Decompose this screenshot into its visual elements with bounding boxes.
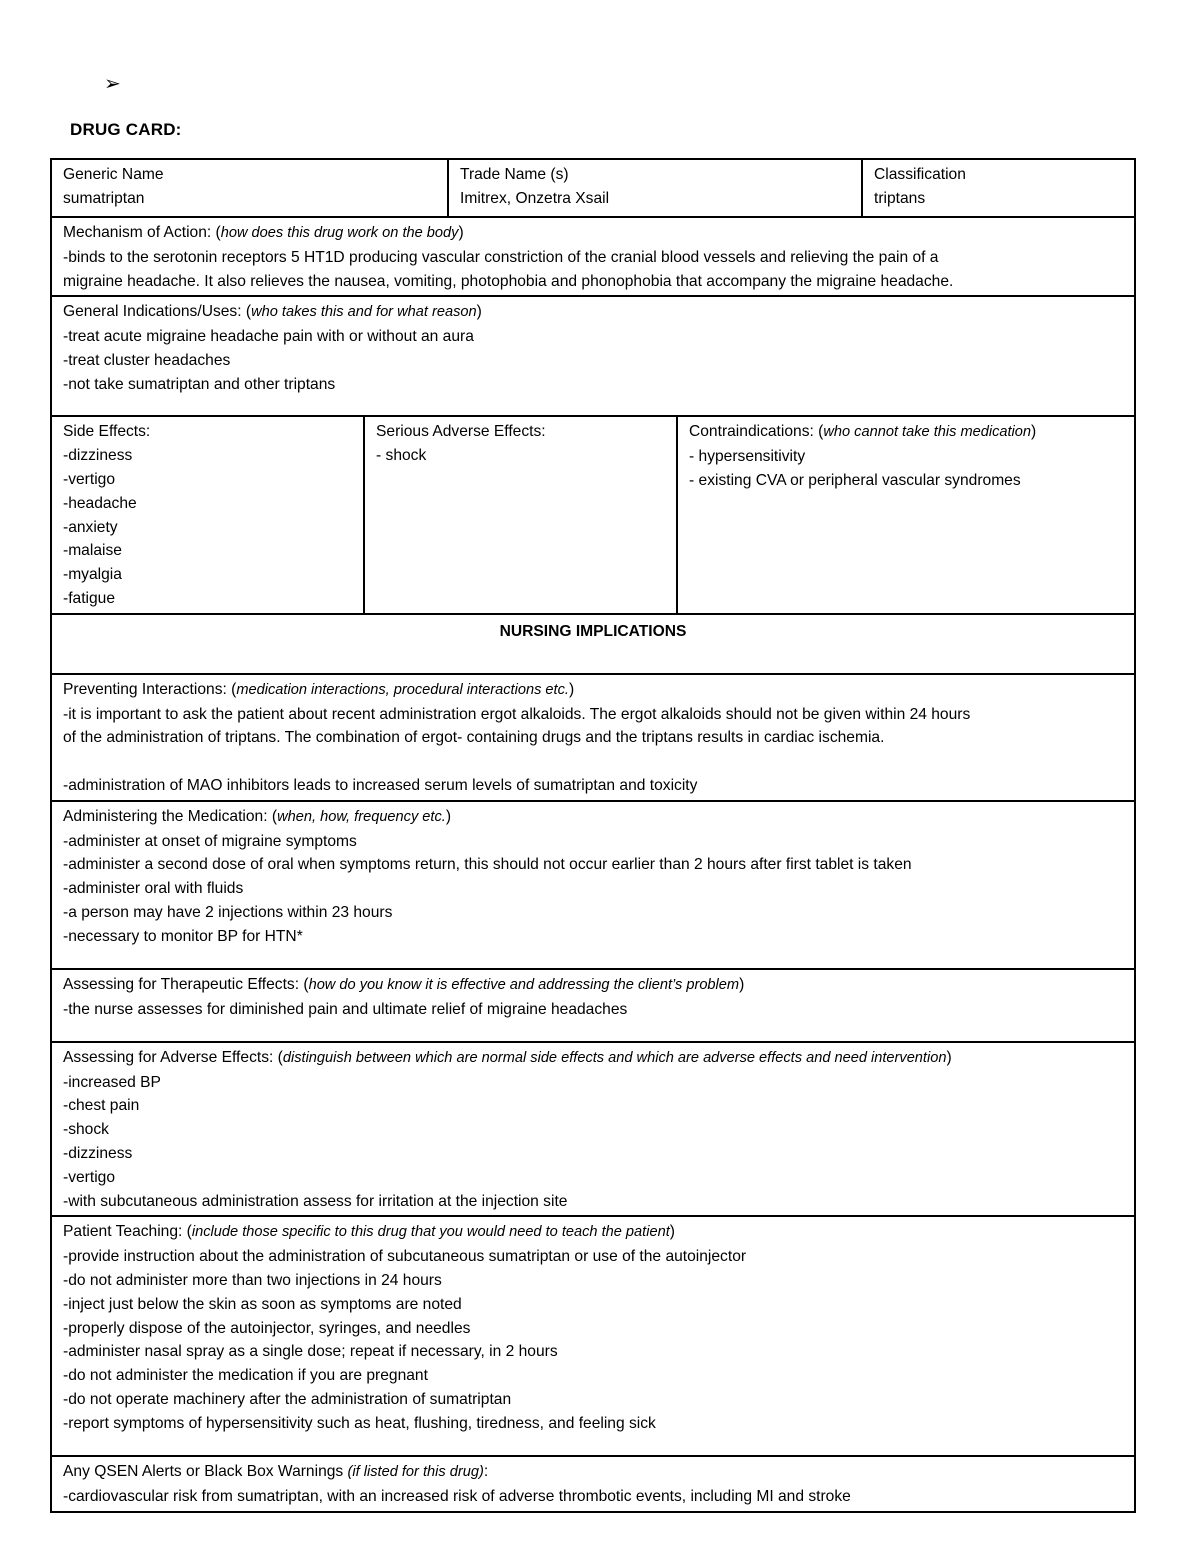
adverse-effects-hint: distinguish between which are normal side effects and which are adverse effects and need intervention bbox=[282, 1049, 947, 1066]
classification-label: Classification bbox=[874, 166, 966, 183]
side-effect-item: -fatigue bbox=[63, 589, 116, 607]
patient-teaching-line: -provide instruction about the administration of subcutaneous sumatriptan or use of the autoinjector bbox=[63, 1248, 747, 1266]
contraindications-heading bbox=[689, 420, 1123, 445]
administering-cell bbox=[51, 801, 1135, 969]
qsen-hint: (if listed for this drug) bbox=[347, 1464, 484, 1481]
effects-row bbox=[51, 416, 1135, 613]
qsen-line: -cardiovascular risk from sumatriptan, with an increased risk of adverse thrombotic events, including MI and stroke bbox=[63, 1488, 851, 1506]
qsen-label: Any QSEN Alerts or Black Box Warnings bbox=[63, 1463, 348, 1481]
patient-teaching-line: -do not administer more than two injections in 24 hours bbox=[63, 1271, 442, 1289]
patient-teaching-line: -inject just below the skin as soon as symptoms are noted bbox=[63, 1295, 462, 1313]
bullet-arrow-icon: ➢ bbox=[104, 73, 121, 95]
contraindications-hint: who cannot take this medication bbox=[823, 424, 1032, 441]
patient-teaching-hint: include those specific to this drug that you would need to teach the patient bbox=[191, 1224, 670, 1241]
patient-teaching-line: -do not operate machinery after the administration of sumatriptan bbox=[63, 1390, 512, 1408]
therapeutic-effects-label: Assessing for Therapeutic Effects: ( bbox=[63, 975, 309, 993]
indications-line: -treat cluster headaches bbox=[63, 351, 231, 369]
administering-close: ) bbox=[445, 807, 452, 825]
mechanism-line: migraine headache. It also relieves the nausea, vomiting, photophobia and phonophobia that accompany the migraine headache. bbox=[63, 272, 954, 290]
trade-name-value: Imitrex, Onzetra Xsail bbox=[460, 189, 610, 207]
administering-line: -necessary to monitor BP for HTN* bbox=[63, 927, 303, 945]
serious-adverse-item: - shock bbox=[376, 447, 427, 465]
adverse-effects-line: -shock bbox=[63, 1121, 109, 1139]
generic-name-cell bbox=[51, 159, 448, 217]
generic-name-value: sumatriptan bbox=[63, 189, 145, 207]
preventing-interactions-close: ) bbox=[568, 680, 575, 698]
preventing-interactions-label: Preventing Interactions: ( bbox=[63, 680, 237, 698]
patient-teaching-line: -properly dispose of the autoinjector, syringes, and needles bbox=[63, 1319, 471, 1337]
side-effect-item: -headache bbox=[63, 494, 137, 512]
contraindications-close: ) bbox=[1031, 423, 1037, 441]
indications-heading bbox=[63, 300, 1123, 325]
qsen-cell bbox=[51, 1456, 1135, 1512]
adverse-effects-line: -increased BP bbox=[63, 1073, 161, 1091]
adverse-effects-label: Assessing for Adverse Effects: ( bbox=[63, 1048, 283, 1066]
adverse-effects-close: ) bbox=[946, 1048, 952, 1066]
therapeutic-effects-cell bbox=[51, 969, 1135, 1042]
trade-name-cell bbox=[448, 159, 862, 217]
administering-row bbox=[51, 801, 1135, 969]
patient-teaching-line: -administer nasal spray as a single dose; repeat if necessary, in 2 hours bbox=[63, 1343, 558, 1361]
blank-line bbox=[63, 750, 1123, 774]
therapeutic-effects-heading bbox=[63, 973, 1123, 998]
preventing-interactions-heading bbox=[63, 678, 1123, 703]
side-effect-item: -dizziness bbox=[63, 447, 133, 465]
mechanism-close: ) bbox=[458, 224, 464, 241]
mechanism-row bbox=[51, 217, 1135, 296]
side-effect-item: -vertigo bbox=[63, 470, 115, 488]
mechanism-cell bbox=[51, 217, 1135, 296]
nursing-implications-row bbox=[51, 614, 1135, 674]
qsen-heading bbox=[63, 1460, 1123, 1485]
therapeutic-effects-close: ) bbox=[739, 975, 745, 993]
mechanism-line: -binds to the serotonin receptors 5 HT1D producing vascular constriction of the cranial blood vessels and relieving the pain of a bbox=[63, 248, 939, 266]
administering-line: -administer at onset of migraine symptoms bbox=[63, 832, 357, 850]
preventing-interactions-hint: medication interactions, procedural interactions etc. bbox=[236, 681, 569, 698]
patient-teaching-label: Patient Teaching: ( bbox=[63, 1223, 192, 1241]
qsen-row bbox=[51, 1456, 1135, 1512]
serious-adverse-label: Serious Adverse Effects: bbox=[376, 423, 546, 441]
administering-heading bbox=[63, 805, 1123, 830]
mechanism-label: Mechanism of Action: ( bbox=[63, 224, 221, 241]
indications-line: -not take sumatriptan and other triptans bbox=[63, 375, 336, 393]
preventing-interactions-cell bbox=[51, 674, 1135, 801]
preventing-interactions-line: -it is important to ask the patient about recent administration ergot alkaloids. The ergot alkaloids should not be given within 24 hours bbox=[63, 705, 971, 723]
mechanism-hint: how does this drug work on the body bbox=[220, 225, 459, 241]
patient-teaching-cell bbox=[51, 1216, 1135, 1456]
indications-line: -treat acute migraine headache pain with or without an aura bbox=[63, 328, 474, 346]
contraindication-item: - existing CVA or peripheral vascular syndromes bbox=[689, 471, 1021, 489]
administering-line: -a person may have 2 injections within 23 hours bbox=[63, 903, 393, 921]
classification-value: triptans bbox=[874, 189, 926, 207]
contraindication-item: - hypersensitivity bbox=[689, 448, 806, 466]
therapeutic-effects-row bbox=[51, 969, 1135, 1042]
therapeutic-effects-hint: how do you know it is effective and addressing the client’s problem bbox=[308, 976, 740, 993]
patient-teaching-row bbox=[51, 1216, 1135, 1456]
drug-card-table bbox=[50, 158, 1136, 1513]
serious-adverse-cell bbox=[364, 416, 677, 613]
administering-hint: when, how, frequency etc. bbox=[277, 808, 446, 825]
side-effect-item: -malaise bbox=[63, 542, 122, 560]
names-row bbox=[51, 159, 1135, 217]
adverse-effects-heading bbox=[63, 1046, 1123, 1071]
side-effect-item: -myalgia bbox=[63, 566, 122, 584]
document-title: DRUG CARD: bbox=[70, 120, 182, 139]
patient-teaching-line: -do not administer the medication if you are pregnant bbox=[63, 1367, 428, 1385]
administering-line: -administer oral with fluids bbox=[63, 880, 244, 898]
nursing-implications-heading: NURSING IMPLICATIONS bbox=[51, 614, 1135, 674]
indications-cell bbox=[51, 296, 1135, 416]
patient-teaching-line: -report symptoms of hypersensitivity such as heat, flushing, tiredness, and feeling sick bbox=[63, 1414, 656, 1432]
indications-close: ) bbox=[476, 303, 482, 321]
adverse-effects-cell bbox=[51, 1042, 1135, 1217]
trade-name-label: Trade Name (s) bbox=[460, 166, 569, 183]
contraindications-cell bbox=[677, 416, 1135, 613]
adverse-effects-row bbox=[51, 1042, 1135, 1217]
adverse-effects-line: -chest pain bbox=[63, 1097, 140, 1115]
patient-teaching-close: ) bbox=[669, 1223, 675, 1241]
side-effects-cell bbox=[51, 416, 364, 613]
indications-label: General Indications/Uses: ( bbox=[63, 303, 252, 321]
qsen-close: : bbox=[483, 1463, 489, 1481]
patient-teaching-heading bbox=[63, 1220, 1123, 1245]
mechanism-heading bbox=[63, 221, 1123, 246]
administering-line: -administer a second dose of oral when symptoms return, this should not occur earlier than 2 hours after first tablet is taken bbox=[63, 856, 912, 874]
preventing-interactions-line: -administration of MAO inhibitors leads to increased serum levels of sumatriptan and toxicity bbox=[63, 776, 698, 794]
adverse-effects-line: -dizziness bbox=[63, 1144, 133, 1162]
classification-cell bbox=[862, 159, 1135, 217]
therapeutic-effects-line: -the nurse assesses for diminished pain and ultimate relief of migraine headaches bbox=[63, 1000, 628, 1018]
generic-name-label: Generic Name bbox=[63, 166, 164, 183]
administering-label: Administering the Medication: ( bbox=[63, 807, 278, 825]
preventing-interactions-row bbox=[51, 674, 1135, 801]
side-effect-item: -anxiety bbox=[63, 518, 118, 536]
adverse-effects-line: -vertigo bbox=[63, 1168, 115, 1186]
preventing-interactions-line: of the administration of triptans. The combination of ergot- containing drugs and the triptans results in cardiac ischemia. bbox=[63, 729, 885, 747]
adverse-effects-line: -with subcutaneous administration assess for irritation at the injection site bbox=[63, 1192, 568, 1210]
indications-hint: who takes this and for what reason bbox=[251, 304, 477, 321]
side-effects-label: Side Effects: bbox=[63, 423, 151, 441]
indications-row bbox=[51, 296, 1135, 416]
contraindications-label: Contraindications: ( bbox=[689, 423, 824, 441]
